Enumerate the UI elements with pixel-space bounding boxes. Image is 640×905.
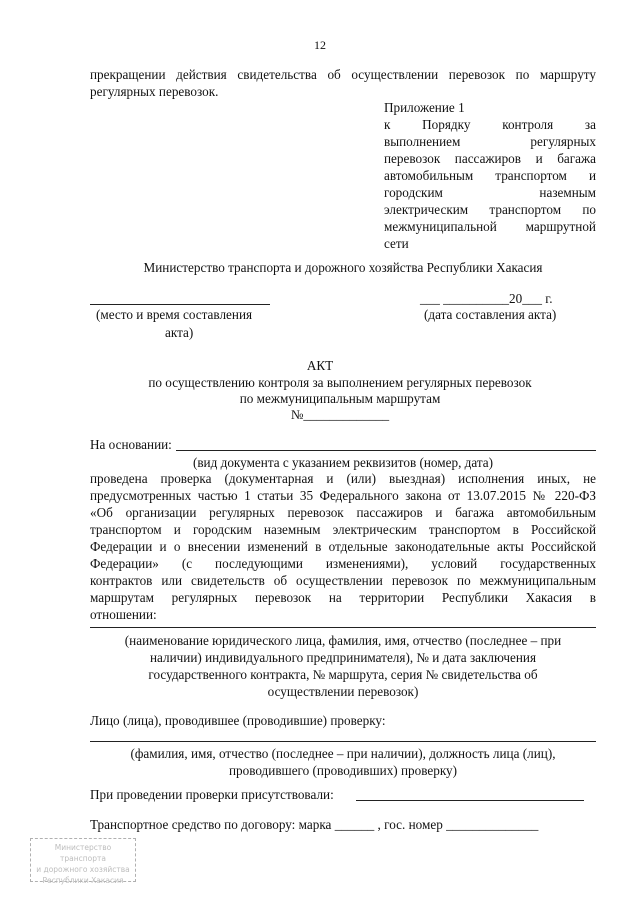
date-label: (дата составления акта) xyxy=(424,307,557,322)
body-line: «Об организации регулярных перевозок пассажиров и багажа автомобильным xyxy=(90,505,596,520)
body-line: Федерации и о внесении изменений в отдельные законодательные акты Российской xyxy=(90,539,596,554)
appendix-text xyxy=(384,116,596,252)
entity-caption-line: (наименование юридического лица, фамилия, имя, отчество (последнее – при xyxy=(124,633,562,648)
intro-line-2: регулярных перевозок. xyxy=(90,84,219,99)
entity-caption-line: осуществлении перевозок) xyxy=(267,684,419,699)
present-label: При проведении проверки присутствовали: xyxy=(90,787,334,802)
place-label-2: акта) xyxy=(165,325,194,340)
entity-line xyxy=(90,627,596,628)
appendix-line: автомобильным транспортом и xyxy=(384,168,596,183)
inspector-caption xyxy=(90,745,596,779)
act-title: АКТ xyxy=(306,358,334,373)
stamp-line: и дорожного хозяйства xyxy=(36,865,130,874)
appendix-line: к Порядку контроля за xyxy=(384,117,596,132)
appendix-title: Приложение 1 xyxy=(384,100,465,115)
body-line: транспортом и городским наземным электрическим транспортом в Российской xyxy=(90,522,596,537)
stamp-line: Республики Хакасия xyxy=(42,876,124,885)
inspector-line xyxy=(90,741,596,742)
basis-label: На основании: xyxy=(90,437,172,452)
inspector-label: Лицо (лица), проводившее (проводившие) проверку: xyxy=(90,713,386,728)
appendix-line: сети xyxy=(384,236,409,251)
act-number: №_____________ xyxy=(290,407,390,422)
act-subtitle: по осуществлению контроля за выполнением регулярных перевозок xyxy=(148,375,532,390)
inspector-caption-line: проводившего (проводивших) проверку) xyxy=(228,763,458,778)
intro-line-1: прекращении действия свидетельства об осуществлении перевозок по маршруту xyxy=(90,67,596,82)
body-line: маршрутам регулярных перевозок на территории Республики Хакасия в xyxy=(90,590,596,605)
appendix-line: электрическим транспортом по xyxy=(384,202,596,217)
stamp-line: Министерство транспорта xyxy=(54,843,112,863)
present-line xyxy=(356,800,584,801)
place-label: (место и время составления xyxy=(96,307,253,322)
body-line: отношении: xyxy=(90,607,157,622)
ministry-name: Министерство транспорта и дорожного хозяйства Республики Хакасия xyxy=(143,260,543,275)
inspector-caption-line: (фамилия, имя, отчество (последнее – при наличии), должность лица (лиц), xyxy=(130,746,556,761)
appendix-line: межмуниципальной маршрутной xyxy=(384,219,596,234)
place-line xyxy=(90,304,270,305)
appendix-line: городским наземным xyxy=(384,185,596,200)
appendix-line: выполнением регулярных xyxy=(384,134,596,149)
entity-caption-line: государственного контракта, № маршрута, серия № свидетельства об xyxy=(148,667,538,682)
date-field: ___ __________20___ г. xyxy=(420,291,553,306)
body-line: Федерации» (с последующими изменениями), условий государственных xyxy=(90,556,596,571)
basis-line xyxy=(176,450,596,451)
body-line: проведена проверка (документарная и (или) выездная) исполнения иных, не xyxy=(90,471,596,486)
body-line: предусмотренных частью 1 статьи 35 Федерального закона от 13.07.2015 № 220-ФЗ xyxy=(90,488,596,503)
basis-caption: (вид документа с указанием реквизитов (номер, дата) xyxy=(192,455,494,470)
appendix-line: перевозок пассажиров и багажа xyxy=(384,151,596,166)
entity-caption-line: наличии) индивидуального предпринимателя), № и дата заключения xyxy=(149,650,537,665)
page-number: 12 xyxy=(314,38,326,52)
body-line: контрактов или свидетельств об осуществлении перевозок по межмуниципальным xyxy=(90,573,596,588)
act-subtitle-2: по межмуниципальным маршрутам xyxy=(239,391,441,406)
body-paragraph xyxy=(90,470,596,623)
document-stamp xyxy=(30,838,136,885)
entity-caption xyxy=(90,632,596,700)
vehicle-label: Транспортное средство по договору: марка ______ , гос. номер ______________ xyxy=(90,817,539,832)
